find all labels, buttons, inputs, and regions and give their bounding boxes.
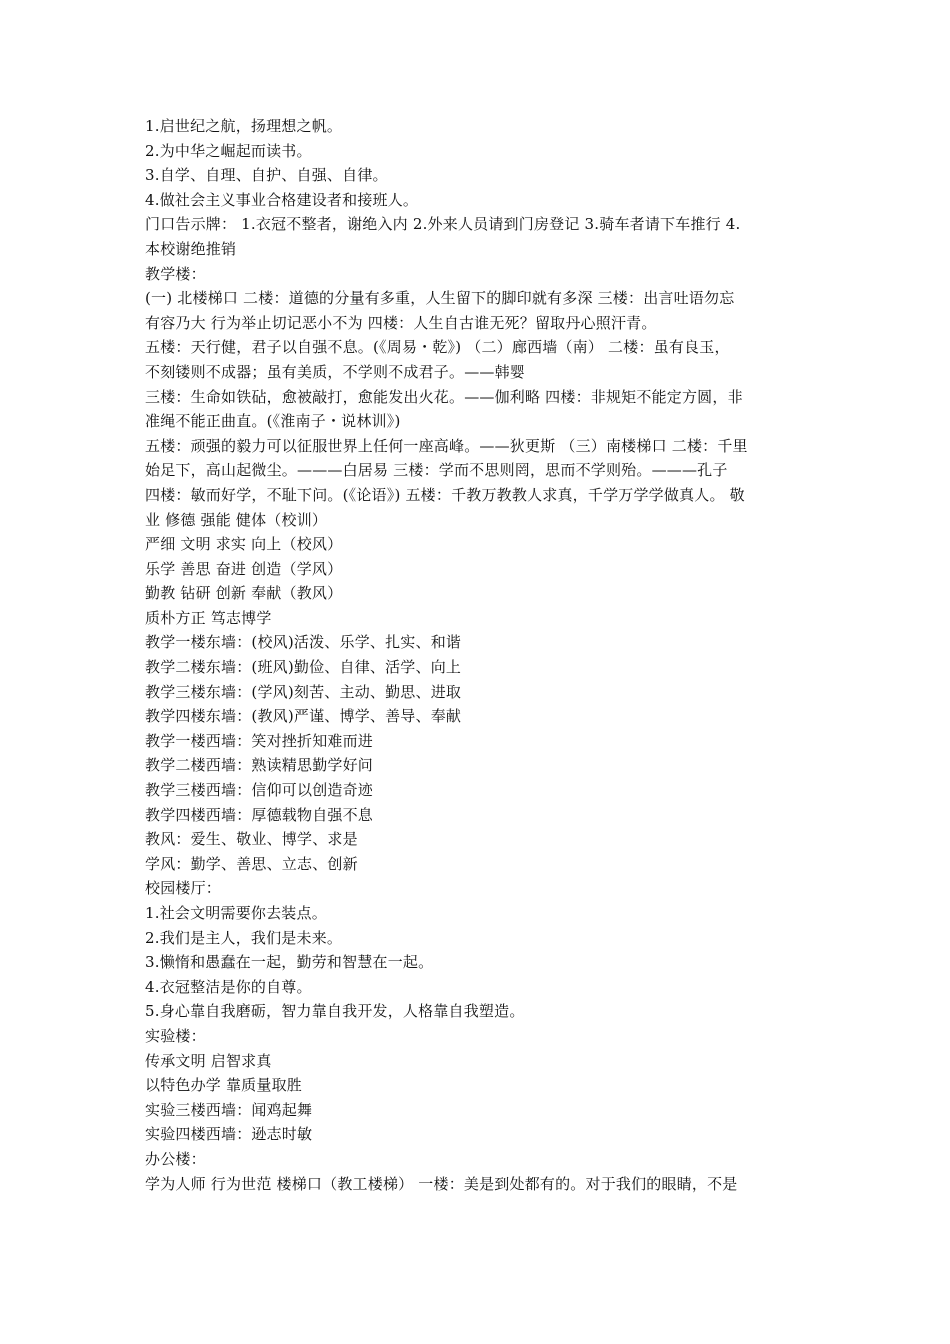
- text-line: 教学二楼东墙：(班风)勤俭、自律、活学、向上: [145, 658, 462, 677]
- text-line: 不刻镂则不成器；虽有美质，不学则不成君子。——韩婴: [145, 362, 526, 381]
- text-line: 门口告示牌： 1.衣冠不整者，谢绝入内 2.外来人员请到门房登记 3.骑车者请下车推行 4.: [145, 215, 741, 234]
- text-line: 教学四楼西墙：厚德载物自强不息: [145, 805, 374, 824]
- text-line: 三楼：生命如铁砧，愈被敲打，愈能发出火花。——伽利略 四楼：非规矩不能定方圆，非: [145, 387, 743, 406]
- section-heading: 教学楼：: [145, 264, 206, 283]
- text-line: 2.我们是主人，我们是未来。: [145, 928, 343, 947]
- text-line: 教学三楼西墙：信仰可以创造奇迹: [145, 781, 374, 800]
- text-line: 教学三楼东墙：(学风)刻苦、主动、勤思、进取: [145, 682, 462, 701]
- text-line: 质朴方正 笃志博学: [145, 608, 272, 627]
- text-line: 准绳不能正曲直。(《淮南子・说林训》): [145, 412, 401, 431]
- text-line: 4.衣冠整洁是你的自尊。: [145, 977, 312, 996]
- text-line: 乐学 善思 奋进 创造（学风）: [145, 559, 343, 578]
- text-line: 勤教 钻研 创新 奉献（教风）: [145, 584, 343, 603]
- text-line: 有容乃大 行为举止切记恶小不为 四楼：人生自古谁无死？留取丹心照汗青。: [145, 313, 657, 332]
- text-line: 业 修德 强能 健体（校训）: [145, 510, 328, 529]
- text-line: 1.社会文明需要你去装点。: [145, 904, 327, 922]
- text-line: 学为人师 行为世范 楼梯口（教工楼梯） 一楼：美是到处都有的。对于我们的眼睛，不是: [145, 1174, 738, 1193]
- text-line: 严细 文明 求实 向上（校风）: [145, 535, 343, 554]
- section-heading: 实验楼：: [145, 1026, 206, 1045]
- text-line: 始足下，高山起微尘。———白居易 三楼：学而不思则罔，思而不学则殆。———孔子: [145, 461, 728, 480]
- text-line: 传承文明 启智求真: [145, 1051, 272, 1070]
- text-line: 教风：爱生、敬业、博学、求是: [145, 830, 358, 849]
- text-line: 4.做社会主义事业合格建设者和接班人。: [145, 190, 419, 209]
- text-line: (一) 北楼梯口 二楼：道德的分量有多重，人生留下的脚印就有多深 三楼：出言吐语勿忘: [145, 289, 735, 308]
- text-line: 5.身心靠自我磨砺，智力靠自我开发，人格靠自我塑造。: [145, 1002, 525, 1021]
- section-heading: 办公楼：: [145, 1149, 206, 1168]
- text-line: 学风：勤学、善思、立志、创新: [145, 854, 358, 873]
- text-line: 五楼：顽强的毅力可以征服世界上任何一座高峰。——狄更斯 （三）南楼梯口 二楼：千里: [145, 436, 748, 455]
- text-line: 教学二楼西墙：熟读精思勤学好问: [145, 756, 374, 775]
- text-line: 四楼：敏而好学，不耻下问。(《论语》) 五楼：千教万教教人求真，千学万学学做真人。 敬: [145, 485, 745, 504]
- section-heading: 校园楼厅：: [145, 879, 222, 898]
- document-body: [145, 114, 810, 1196]
- text-line: 教学一楼东墙：(校风)活泼、乐学、扎实、和谐: [145, 633, 462, 652]
- text-line: 五楼：天行健，君子以自强不息。(《周易・乾》) （二）廊西墙（南） 二楼：虽有良玉，: [145, 338, 730, 357]
- text-line: 2.为中华之崛起而读书。: [145, 141, 312, 160]
- text-line: 3.自学、自理、自护、自强、自律。: [145, 166, 388, 185]
- text-line: 1.启世纪之航，扬理想之帆。: [145, 117, 343, 135]
- text-line: 以特色办学 靠质量取胜: [145, 1076, 302, 1095]
- text-line: 3.懒惰和愚蠢在一起，勤劳和智慧在一起。: [145, 953, 434, 972]
- text-line: 本校谢绝推销: [145, 239, 237, 258]
- text-line: 实验三楼西墙：闻鸡起舞: [145, 1100, 313, 1119]
- text-line: 教学一楼西墙：笑对挫折知难而进: [145, 731, 374, 750]
- text-line: 实验四楼西墙：逊志时敏: [145, 1125, 313, 1144]
- text-line: 教学四楼东墙：(教风)严谨、博学、善导、奉献: [145, 707, 462, 726]
